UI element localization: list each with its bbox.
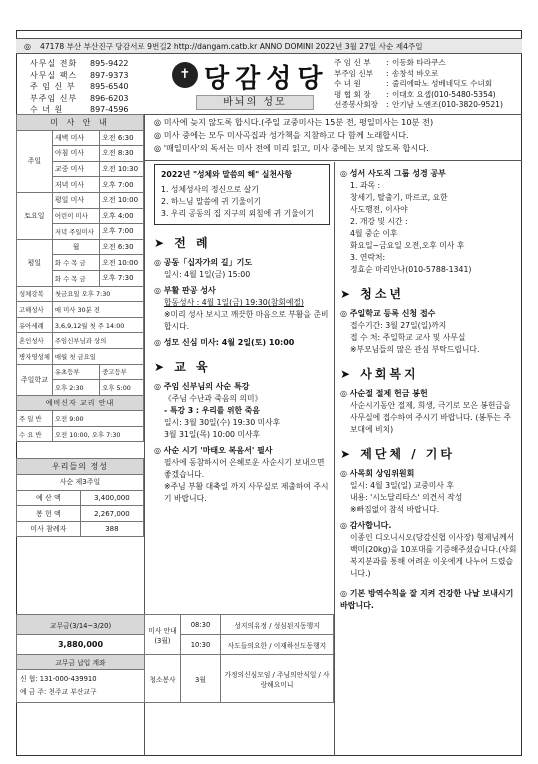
table-row: 예 산 액 3,400,000 <box>17 490 144 506</box>
contact-row: 주 임 신 부 895-6540 <box>30 82 129 91</box>
education-heading: ➤ 교 육 <box>154 360 211 374</box>
contact-list <box>30 58 162 116</box>
table-row: 혼인성사 주임신부님과 상의 <box>17 333 144 349</box>
offering-title: 우리들의 정성 <box>17 459 144 475</box>
table-row: 토요일 평일 미사 오전 10:00 <box>17 192 144 208</box>
table-row: 수 요 반 오전 10:00, 오후 7:30 <box>17 426 144 442</box>
table-row: 평일 월 오전 6:30 <box>17 239 144 255</box>
table-row: 저녁 미사 오후 7:00 <box>17 177 144 193</box>
table-row: 주일 새벽 미사 오전 6:30 <box>17 130 144 146</box>
liturgy-heading: ➤ 전 례 <box>154 236 211 250</box>
youth-heading: ➤ 청소년 <box>340 287 405 301</box>
contact-row: 사무실 전화 895-9422 <box>30 59 129 68</box>
table-row: 고해성사 매 미사 30분 전 <box>17 302 144 318</box>
notice-list <box>154 116 520 155</box>
cross-icon: ✝ <box>172 62 198 88</box>
divider <box>334 162 335 756</box>
mass-title: 미 사 안 내 <box>17 115 144 131</box>
address-bar <box>16 38 522 54</box>
center-column: 2022년 "성체와 말씀의 해" 실천사항 1. 성체성사의 정신으로 살기 2. 하느님 말씀에 귀 기울이기 3. 우리 공동의 집 지구의 외침에 귀 기울이기 ➤ 전 례 ◎ 공동「십자가의 길」기도 일시: 4월 1일(금) 15:00 ◎ 부활 판공 성사 합동성사 : 4월 1일(금) 19:30(참회예절) ※미리 성사 보시고 깨끗한 마음으로 부활을 준비합시다. ◎ 성모 신심 미사: 4월 2일(토) 10:00 ➤ 교 육 ◎ 주임 신부님의 사순 특강 《주님 수난과 죽음의 의미》 - 특강 3 : 우리를 위한 죽음 일시: 3월 30일(수) 19:30 미사후 3월 31일(목) 10:00 미사후 ◎ 사순 시기 '마태오 복음서' 필사 필사에 동참하시어 은혜로운 사순시기 보내으면 좋겠습니다. ※주님 부활 대축일 까지 사무실로 제출하여 주시기 바랍니다. <box>154 164 330 505</box>
staff-list: 주 임 신 부 : 이동화 타라쿠스 부주임 신부 : 송창석 바오로 수 녀 원 : 줄리에따노 성베네딕도 수녀회 평 협 회 장 : 이대호 요셉(010-5480-5354) 선종봉사회장 : 안기남 노엔조(010-3820-9521) <box>334 58 503 109</box>
table-row: 아침 미사 오전 8:30 <box>17 146 144 162</box>
notice-item: ◎ 미사에 늦지 않도록 합시다.(주일 교중미사는 15분 전, 평일미사는 10분 전) <box>154 117 434 127</box>
right-column: ◎ 성서 사도직 그룹 성경 공부 1. 과목 : 창세기, 탈출기, 마르코, 요한 사도행전, 이사야 2. 개강 및 시간 : 4월 중순 이후 화요일~금요일 오전,오후 미사 후 3. 연락처: 정효순 마리안나(010-5788-1341) ➤ 청소년 ◎ 주일학교 등록 신청 접수 접수기간: 3월 27일(일)까지 접 수 처: 주일학교 교사 및 사무실 ※부모님들의 많은 관심 부탁드립니다. ➤ 사회복지 ◎ 사순절 절제 헌금 봉헌 사순시기동안 절제, 희생, 극기로 모은 봉헌금을 사무실에 접수하여 주시기 바랍니다. (봉투는 주보대에 비치) ➤ 제단체 / 기타 ◎ 사목회 상임위원회 일시: 4월 3일(일) 교중미사 후 내용: '시노달리타스' 의견서 작성 ※빠짐없이 참석 바랍니다. ◎ 감사합니다. 이종인 디오니시오(당감신협 이사장) 형제님께서 백미(20kg)을 10포대를 기증해주셨습니다.(사회복지분과를 통해 어려운 이웃에게 나누어 드렸습니다.) ◎ 기본 방역수칙을 잘 지켜 건강한 나날 보내시기 바랍니다. <box>340 169 517 610</box>
table-row: 주 일 반 오전 9:00 <box>17 411 144 427</box>
parish-logo <box>168 58 330 114</box>
groups-heading: ➤ 제단체 / 기타 <box>340 447 455 461</box>
table-row: 어린이 미사 오후 4:00 <box>17 208 144 224</box>
table-row: 유아세례 3,6,9,12월 첫 주 14:00 <box>17 317 144 333</box>
table-row: 병자영성체 매월 첫 금요일 <box>17 348 144 364</box>
table-row: 화 수 목 금 오전 10:00 <box>17 255 144 271</box>
table-row: 봉 헌 액 2,267,000 <box>17 506 144 522</box>
table-row: 오후 2:30 오후 5:00 <box>17 380 144 396</box>
table-row: 주일학교 유초등부 중고등부 <box>17 364 144 380</box>
parish-subtitle: 바뇌의 성모 <box>196 95 314 110</box>
notice-item: ◎ '매일미사'의 독서는 미사 전에 미리 읽고, 미사 중에는 보지 않도록 합시다. <box>154 143 429 153</box>
symbol-icon: ◎ <box>24 42 31 51</box>
table-row: 화 수 목 금 오후 7:30 <box>17 270 144 286</box>
welfare-heading: ➤ 사회복지 <box>340 367 419 381</box>
table-row: 교중 미사 오전 10:30 <box>17 161 144 177</box>
address-text: 47178 부산 부산진구 당감서로 9번길2 http://dangam.catb.kr ANNO DOMINI 2022년 3월 27일 사순 제4주일 <box>40 42 423 51</box>
footer-table: 교무금(3/14~3/20) 미사 안내 (3월) 08:30 성지의유정 / 성심된지동행지 3,880,000 10:30 사도들의요한 / 이재하신도동행지 교무금 납입 계좌 청소봉사 3월 가정의신심모임 / 주님의안식일 / 사랑해요미니 신 협: 131-000-439910 예 금 주: 천주교 부산교구 <box>16 614 334 703</box>
contact-row: 사무실 팩스 897-9373 <box>30 70 129 80</box>
year-theme-box: 2022년 "성체와 말씀의 해" 실천사항 1. 성체성사의 정신으로 살기 2. 하느님 말씀에 귀 기울이기 3. 우리 공동의 집 지구의 외침에 귀 기울이기 <box>154 164 330 225</box>
contact-row: 수 녀 원 897-4596 <box>30 105 129 114</box>
contact-row: 부주임 신부 896-6203 <box>30 93 129 103</box>
mass-schedule: 미 사 안 내 주일 새벽 미사 오전 6:30 아침 미사 오전 8:30 교중 미사 오전 10:30 저녁 미사 오후 7:00 토요일 평일 미사 오전 10:00 어린이 미사 오후 4:00 저녁 주일미사 오후 7:00 평일 월 오전 6:30 화 수 목 금 오전 10:00 화 수 목 금 오후 7:30 성체강복 첫금요일 오후 7:30 고해성사 매 미사 30분 전 유아세례 3,6,9,12월 첫 주 14:00 혼인성사 주임신부님과 상의 병자영성체 매월 첫 금요일 주일학교 유초등부 중고등부 오후 2:30 오후 5:00 예비신자 교리 안내 주 일 반 오전 9:00 수 요 반 오전 10:00, 오후 7:30 우리들의 정성 사순 제3주일 예 산 액 3,400,000 봉 헌 액 2,267,000 미사 참례자 388 <box>16 114 144 537</box>
table-row: 성체강복 첫금요일 오후 7:30 <box>17 286 144 302</box>
table-row: 미사 참례자 388 <box>17 521 144 537</box>
notice-item: ◎ 미사 중에는 모두 미사곡집과 성가책을 지참하고 다 함께 노래합시다. <box>154 130 409 140</box>
divider <box>144 160 522 161</box>
table-row: 저녁 주일미사 오후 7:00 <box>17 224 144 240</box>
parish-title: 당감성당 <box>204 64 329 94</box>
